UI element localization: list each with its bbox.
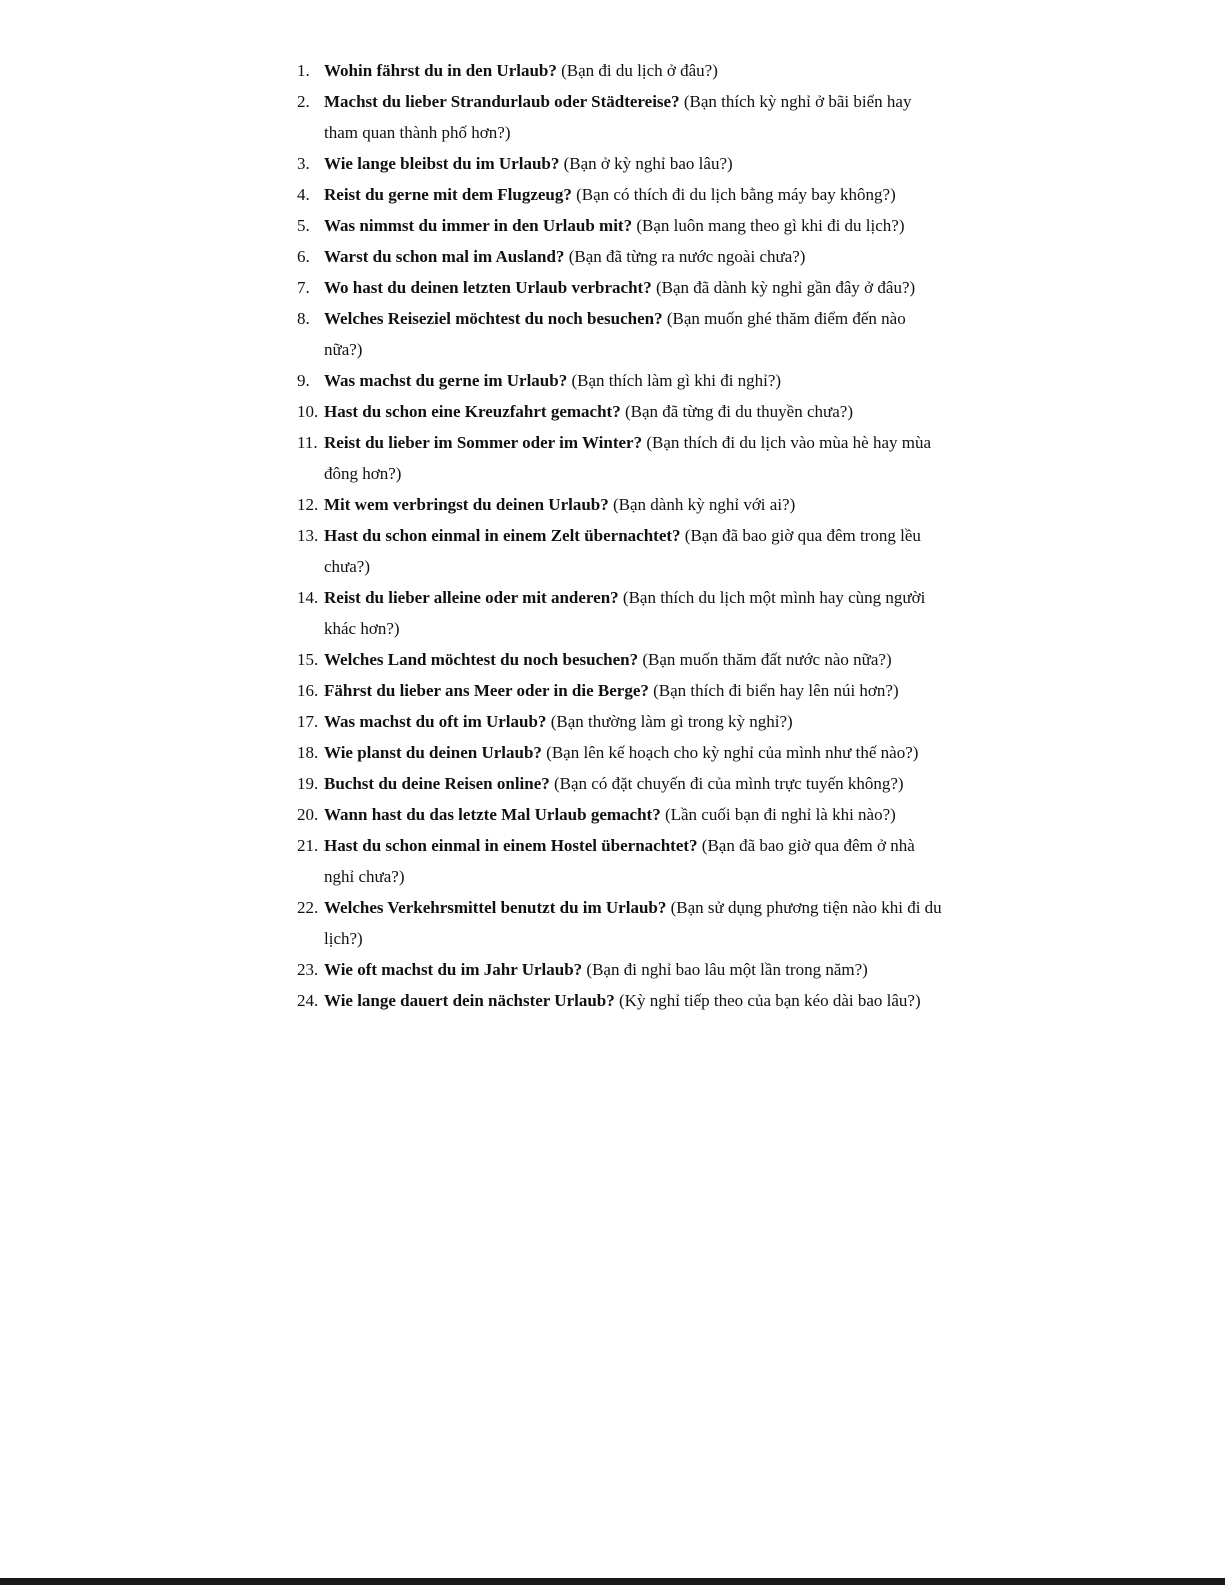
question-text <box>324 489 945 520</box>
question-number: 19. <box>297 774 319 793</box>
question-number: 12. <box>297 495 319 514</box>
question-vietnamese: (Bạn đã từng đi du thuyền chưa?) <box>624 402 853 421</box>
question-german: Fährst du lieber ans Meer oder in die Berge? <box>324 681 649 700</box>
question-text <box>324 892 945 954</box>
question-text <box>324 272 945 303</box>
question-vietnamese: (Bạn đã dành kỳ nghỉ gần đây ở đâu?) <box>655 278 916 297</box>
question-german: Warst du schon mal im Ausland? <box>324 247 565 266</box>
question-number: 16. <box>297 681 319 700</box>
question-item <box>297 892 945 954</box>
question-vietnamese: (Bạn thích làm gì khi đi nghỉ?) <box>571 371 782 390</box>
question-vietnamese: (Bạn đi nghỉ bao lâu một lần trong năm?) <box>586 960 868 979</box>
question-item <box>297 737 945 768</box>
question-vietnamese: (Bạn sử dụng phương tiện nào khi đi du lịch?) <box>324 898 942 948</box>
question-item <box>297 179 945 210</box>
question-item <box>297 272 945 303</box>
question-number: 24. <box>297 991 319 1010</box>
question-text <box>324 706 945 737</box>
question-item <box>297 520 945 582</box>
question-vietnamese: (Bạn muốn thăm đất nước nào nữa?) <box>642 650 892 669</box>
question-text <box>324 768 945 799</box>
question-item <box>297 303 945 365</box>
question-number: 7. <box>297 278 310 297</box>
question-text <box>324 985 945 1016</box>
question-german: Welches Reiseziel möchtest du noch besuchen? <box>324 309 663 328</box>
question-german: Wohin fährst du in den Urlaub? <box>324 61 557 80</box>
question-text <box>324 241 945 272</box>
question-list <box>297 55 945 1016</box>
question-number: 18. <box>297 743 319 762</box>
question-german: Hast du schon einmal in einem Zelt übernachtet? <box>324 526 681 545</box>
question-vietnamese: (Lần cuối bạn đi nghỉ là khi nào?) <box>664 805 896 824</box>
question-vietnamese: (Bạn luôn mang theo gì khi đi du lịch?) <box>636 216 905 235</box>
question-vietnamese: (Bạn muốn ghé thăm điểm đến nào nữa?) <box>324 309 906 359</box>
question-item <box>297 675 945 706</box>
question-text <box>324 799 945 830</box>
bottom-border <box>0 1578 1225 1585</box>
question-number: 23. <box>297 960 319 979</box>
question-vietnamese: (Bạn đã bao giờ qua đêm trong lều chưa?) <box>324 526 921 576</box>
question-item <box>297 768 945 799</box>
question-number: 14. <box>297 588 319 607</box>
question-number: 6. <box>297 247 310 266</box>
question-number: 10. <box>297 402 319 421</box>
question-text <box>324 179 945 210</box>
question-number: 4. <box>297 185 310 204</box>
question-number: 20. <box>297 805 319 824</box>
question-german: Welches Land möchtest du noch besuchen? <box>324 650 639 669</box>
question-number: 11. <box>297 433 318 452</box>
question-vietnamese: (Bạn đi du lịch ở đâu?) <box>561 61 718 80</box>
question-item <box>297 241 945 272</box>
question-german: Hast du schon einmal in einem Hostel übernachtet? <box>324 836 698 855</box>
question-german: Machst du lieber Strandurlaub oder Städtereise? <box>324 92 680 111</box>
question-number: 2. <box>297 92 310 111</box>
question-vietnamese: (Bạn có thích đi du lịch bằng máy bay không?) <box>576 185 896 204</box>
question-number: 15. <box>297 650 319 669</box>
question-german: Was nimmst du immer in den Urlaub mit? <box>324 216 633 235</box>
question-item <box>297 489 945 520</box>
question-item <box>297 396 945 427</box>
question-text <box>324 86 945 148</box>
question-vietnamese: (Bạn thích kỳ nghỉ ở bãi biển hay tham quan thành phố hơn?) <box>324 92 912 142</box>
question-text <box>324 427 945 489</box>
question-number: 1. <box>297 61 310 80</box>
question-item <box>297 365 945 396</box>
question-text <box>324 520 945 582</box>
question-text <box>324 644 945 675</box>
question-vietnamese: (Bạn thích đi du lịch vào mùa hè hay mùa đông hơn?) <box>324 433 932 483</box>
question-german: Reist du lieber im Sommer oder im Winter? <box>324 433 643 452</box>
question-vietnamese: (Bạn có đặt chuyến đi của mình trực tuyến không?) <box>554 774 904 793</box>
question-number: 3. <box>297 154 310 173</box>
question-text <box>324 210 945 241</box>
question-text <box>324 55 945 86</box>
question-item <box>297 799 945 830</box>
question-german: Wo hast du deinen letzten Urlaub verbracht? <box>324 278 652 297</box>
question-number: 17. <box>297 712 319 731</box>
question-text <box>324 830 945 892</box>
question-text <box>324 365 945 396</box>
question-number: 5. <box>297 216 310 235</box>
question-number: 9. <box>297 371 310 390</box>
question-text <box>324 148 945 179</box>
question-text <box>324 954 945 985</box>
question-german: Wann hast du das letzte Mal Urlaub gemacht? <box>324 805 661 824</box>
question-vietnamese: (Kỳ nghỉ tiếp theo của bạn kéo dài bao lâu?) <box>619 991 921 1010</box>
question-item <box>297 210 945 241</box>
question-german: Mit wem verbringst du deinen Urlaub? <box>324 495 609 514</box>
question-vietnamese: (Bạn đã bao giờ qua đêm ở nhà nghỉ chưa?) <box>324 836 915 886</box>
question-number: 21. <box>297 836 319 855</box>
question-german: Wie lange bleibst du im Urlaub? <box>324 154 560 173</box>
question-text <box>324 675 945 706</box>
question-vietnamese: (Bạn đã từng ra nước ngoài chưa?) <box>568 247 806 266</box>
question-vietnamese: (Bạn dành kỳ nghỉ với ai?) <box>613 495 796 514</box>
question-vietnamese: (Bạn ở kỳ nghỉ bao lâu?) <box>563 154 733 173</box>
question-german: Wie lange dauert dein nächster Urlaub? <box>324 991 615 1010</box>
question-item <box>297 954 945 985</box>
question-german: Wie oft machst du im Jahr Urlaub? <box>324 960 583 979</box>
question-text <box>324 396 945 427</box>
question-item <box>297 985 945 1016</box>
question-german: Buchst du deine Reisen online? <box>324 774 550 793</box>
question-number: 13. <box>297 526 319 545</box>
question-item <box>297 86 945 148</box>
question-item <box>297 55 945 86</box>
question-german: Reist du lieber alleine oder mit anderen? <box>324 588 619 607</box>
question-item <box>297 644 945 675</box>
question-vietnamese: (Bạn lên kế hoạch cho kỳ nghỉ của mình như thế nào?) <box>546 743 919 762</box>
question-item <box>297 148 945 179</box>
question-german: Was machst du oft im Urlaub? <box>324 712 547 731</box>
question-german: Wie planst du deinen Urlaub? <box>324 743 542 762</box>
question-text <box>324 303 945 365</box>
question-item <box>297 830 945 892</box>
question-item <box>297 706 945 737</box>
question-text <box>324 737 945 768</box>
question-german: Reist du gerne mit dem Flugzeug? <box>324 185 572 204</box>
question-german: Welches Verkehrsmittel benutzt du im Urlaub? <box>324 898 667 917</box>
question-text <box>324 582 945 644</box>
question-vietnamese: (Bạn thích du lịch một mình hay cùng người khác hơn?) <box>324 588 926 638</box>
question-number: 22. <box>297 898 319 917</box>
question-german: Hast du schon eine Kreuzfahrt gemacht? <box>324 402 621 421</box>
question-german: Was machst du gerne im Urlaub? <box>324 371 568 390</box>
question-number: 8. <box>297 309 310 328</box>
question-vietnamese: (Bạn thích đi biển hay lên núi hơn?) <box>653 681 899 700</box>
question-item <box>297 427 945 489</box>
question-vietnamese: (Bạn thường làm gì trong kỳ nghỉ?) <box>550 712 793 731</box>
question-item <box>297 582 945 644</box>
